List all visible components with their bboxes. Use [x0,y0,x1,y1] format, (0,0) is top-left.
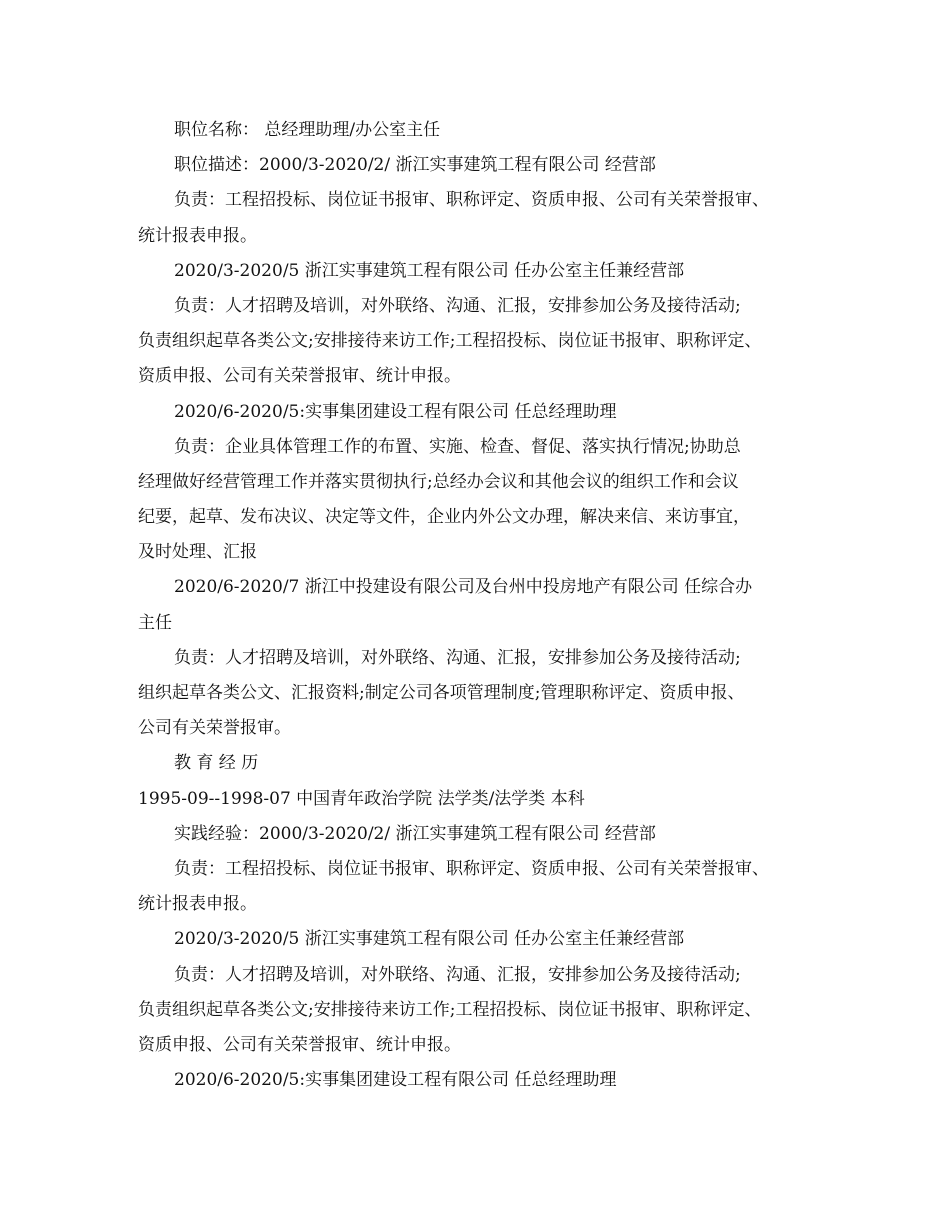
text-line: 2020/3-2020/5 浙江实事建筑工程有限公司 任办公室主任兼经营部 [174,260,685,281]
text-line: 负责组织起草各类公文;安排接待来访工作;工程招投标、岗位证书报审、职称评定、 [138,331,762,352]
text-line: 2020/3-2020/5 浙江实事建筑工程有限公司 任办公室主任兼经营部 [174,929,685,950]
text-line: 职位描述：2000/3-2020/2/ 浙江实事建筑工程有限公司 经营部 [174,155,656,176]
text-line: 负责：人才招聘及培训，对外联络、沟通、汇报，安排参加公务及接待活动; [174,964,741,985]
text-line: 负责：人才招聘及培训，对外联络、沟通、汇报，安排参加公务及接待活动; [174,295,741,316]
text-line: 职位名称： 总经理助理/办公室主任 [174,120,441,140]
text-line: 统计报表申报。 [138,225,257,246]
text-line: 组织起草各类公文、汇报资料;制定公司各项管理制度;管理职称评定、资质申报、 [138,683,745,703]
text-line: 纪要，起草、发布决议、决定等文件，企业内外公文办理，解决来信、来访事宜， [138,507,750,528]
text-line: 主任 [138,612,172,633]
text-line: 公司有关荣誉报审。 [138,718,291,739]
text-line: 实践经验：2000/3-2020/2/ 浙江实事建筑工程有限公司 经营部 [174,823,656,844]
text-line: 经理做好经营管理工作并落实贯彻执行;总经办会议和其他会议的组织工作和会议 [138,471,739,492]
text-line: 负责组织起草各类公文;安排接待来访工作;工程招投标、岗位证书报审、职称评定、 [138,999,762,1020]
text-line: 2020/6-2020/5:实事集团建设工程有限公司 任总经理助理 [174,1070,617,1091]
text-line: 资质申报、公司有关荣誉报审、统计申报。 [138,366,461,387]
text-line: 统计报表申报。 [138,894,257,915]
text-line: 教 育 经 历 [174,753,259,774]
text-line: 负责：企业具体管理工作的布置、实施、检查、督促、落实执行情况;协助总 [174,436,741,457]
text-line: 负责：人才招聘及培训，对外联络、沟通、汇报，安排参加公务及接待活动; [174,647,741,668]
text-line: 1995-09--1998-07 中国青年政治学院 法学类/法学类 本科 [138,788,585,809]
document-body [138,113,818,1098]
text-line: 2020/6-2020/5:实事集团建设工程有限公司 任总经理助理 [174,401,617,422]
text-line: 2020/6-2020/7 浙江中投建设有限公司及台州中投房地产有限公司 任综合办 [174,577,753,598]
text-line: 资质申报、公司有关荣誉报审、统计申报。 [138,1034,461,1055]
text-line: 负责：工程招投标、岗位证书报审、职称评定、资质申报、公司有关荣誉报审、 [174,190,769,211]
text-line: 负责：工程招投标、岗位证书报审、职称评定、资质申报、公司有关荣誉报审、 [174,858,769,879]
text-line: 及时处理、汇报 [138,542,257,563]
